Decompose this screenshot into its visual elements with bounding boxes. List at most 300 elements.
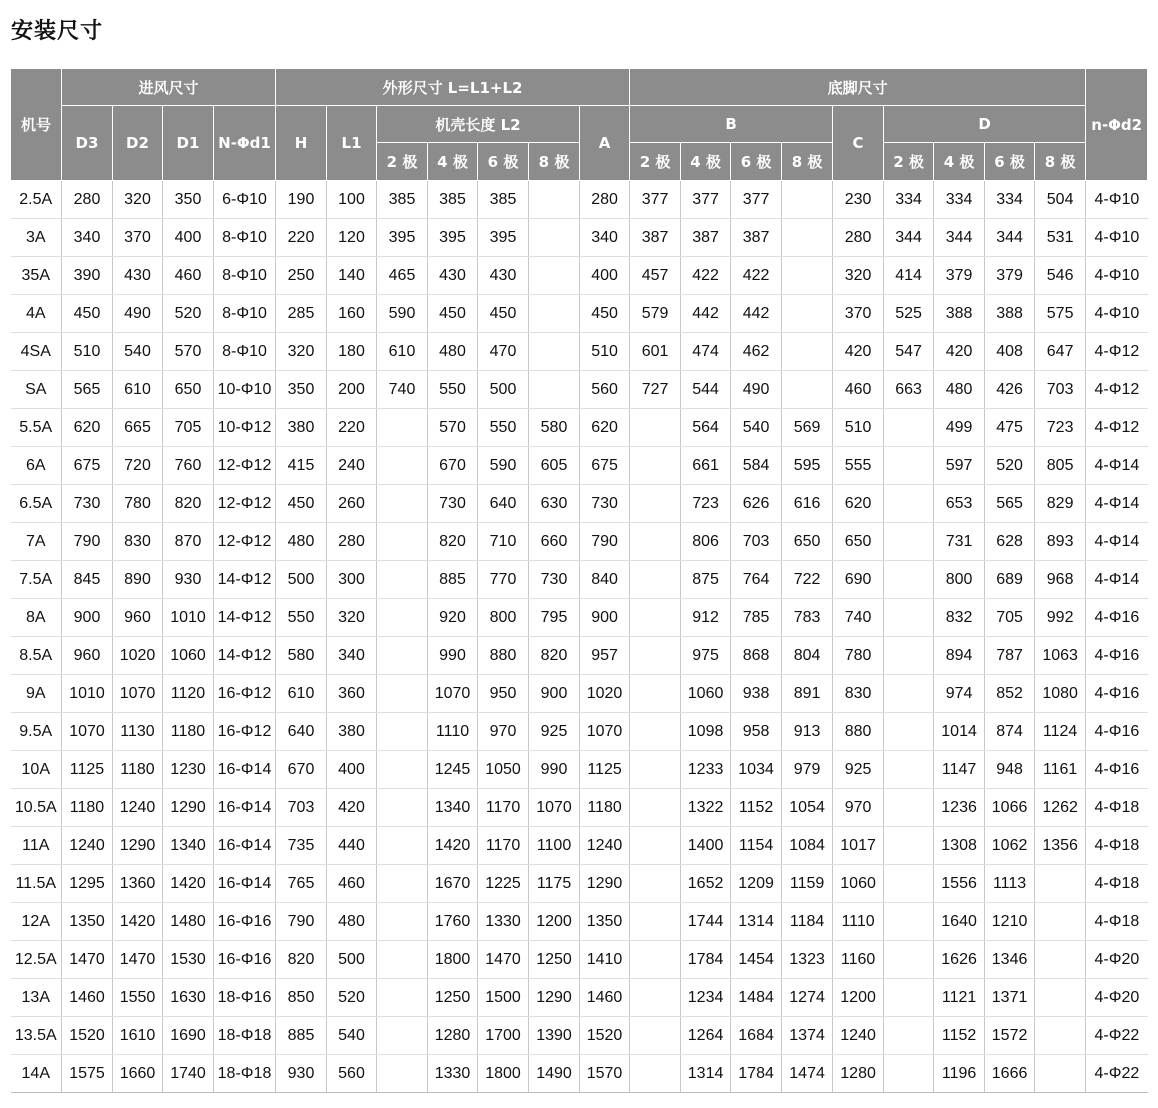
- table-cell: 510: [580, 333, 630, 371]
- table-cell: [884, 485, 934, 523]
- header-casing-length: 机壳长度 L2: [377, 106, 580, 143]
- table-cell: 16-Φ12: [214, 675, 276, 713]
- table-cell: 925: [529, 713, 580, 751]
- table-cell: 415: [276, 447, 327, 485]
- table-cell: [884, 865, 934, 903]
- header-casing-pole-2: 2 极: [377, 143, 428, 181]
- table-cell: 620: [833, 485, 884, 523]
- table-cell: 320: [327, 599, 377, 637]
- table-cell: 730: [580, 485, 630, 523]
- table-cell: [884, 447, 934, 485]
- table-cell: 1420: [163, 865, 214, 903]
- table-cell: 1360: [113, 865, 163, 903]
- model-cell: 14A: [11, 1055, 62, 1093]
- table-cell: 4-Φ10: [1086, 181, 1148, 219]
- table-cell: 832: [934, 599, 985, 637]
- table-cell: 220: [327, 409, 377, 447]
- table-row: [11, 523, 1148, 561]
- header-a: A: [580, 106, 630, 181]
- table-cell: 380: [327, 713, 377, 751]
- table-cell: 1054: [782, 789, 833, 827]
- table-cell: 462: [731, 333, 782, 371]
- table-row: [11, 637, 1148, 675]
- header-d-pole-6: 6 极: [985, 143, 1035, 181]
- table-cell: 18-Φ18: [214, 1055, 276, 1093]
- table-cell: 1152: [934, 1017, 985, 1055]
- table-cell: [630, 903, 681, 941]
- table-cell: 689: [985, 561, 1035, 599]
- header-casing-pole-8: 8 极: [529, 143, 580, 181]
- table-cell: [630, 827, 681, 865]
- table-cell: 520: [985, 447, 1035, 485]
- table-cell: [529, 371, 580, 409]
- table-cell: 1125: [62, 751, 113, 789]
- table-cell: 4-Φ12: [1086, 333, 1148, 371]
- table-cell: 1371: [985, 979, 1035, 1017]
- table-cell: [377, 675, 428, 713]
- table-cell: 790: [62, 523, 113, 561]
- table-row: [11, 447, 1148, 485]
- table-cell: 1180: [580, 789, 630, 827]
- table-cell: 430: [113, 257, 163, 295]
- table-cell: 665: [113, 409, 163, 447]
- table-cell: [377, 1055, 428, 1093]
- table-cell: 440: [327, 827, 377, 865]
- table-cell: [1035, 979, 1086, 1017]
- table-cell: 1200: [833, 979, 884, 1017]
- table-cell: 565: [985, 485, 1035, 523]
- table-cell: 690: [833, 561, 884, 599]
- table-cell: 640: [478, 485, 529, 523]
- table-cell: 285: [276, 295, 327, 333]
- table-cell: 550: [478, 409, 529, 447]
- table-cell: 880: [833, 713, 884, 751]
- table-cell: [377, 979, 428, 1017]
- table-cell: 510: [62, 333, 113, 371]
- table-cell: 414: [884, 257, 934, 295]
- table-row: [11, 599, 1148, 637]
- table-cell: 1280: [833, 1055, 884, 1093]
- table-cell: 379: [934, 257, 985, 295]
- table-cell: 1262: [1035, 789, 1086, 827]
- table-cell: 885: [276, 1017, 327, 1055]
- table-cell: 730: [428, 485, 478, 523]
- table-cell: 1234: [681, 979, 731, 1017]
- table-cell: 1740: [163, 1055, 214, 1093]
- table-cell: 16-Φ16: [214, 903, 276, 941]
- table-cell: 1209: [731, 865, 782, 903]
- table-cell: 564: [681, 409, 731, 447]
- table-cell: [529, 333, 580, 371]
- table-row: [11, 485, 1148, 523]
- table-cell: 780: [833, 637, 884, 675]
- table-cell: 957: [580, 637, 630, 675]
- table-cell: 1098: [681, 713, 731, 751]
- table-cell: 460: [327, 865, 377, 903]
- header-b-pole-6: 6 极: [731, 143, 782, 181]
- table-cell: 829: [1035, 485, 1086, 523]
- table-cell: 979: [782, 751, 833, 789]
- table-cell: 1017: [833, 827, 884, 865]
- table-cell: 920: [428, 599, 478, 637]
- table-cell: 490: [731, 371, 782, 409]
- model-cell: 35A: [11, 257, 62, 295]
- table-cell: [884, 941, 934, 979]
- table-cell: 720: [113, 447, 163, 485]
- header-d-pole-2: 2 极: [884, 143, 934, 181]
- model-cell: 11.5A: [11, 865, 62, 903]
- model-cell: 3A: [11, 219, 62, 257]
- table-cell: 1666: [985, 1055, 1035, 1093]
- table-cell: 1200: [529, 903, 580, 941]
- table-cell: 260: [327, 485, 377, 523]
- table-cell: 653: [934, 485, 985, 523]
- table-cell: 379: [985, 257, 1035, 295]
- table-cell: 785: [731, 599, 782, 637]
- table-cell: 723: [681, 485, 731, 523]
- table-cell: 1800: [428, 941, 478, 979]
- table-cell: 120: [327, 219, 377, 257]
- table-cell: 670: [276, 751, 327, 789]
- table-cell: 420: [934, 333, 985, 371]
- model-cell: SA: [11, 371, 62, 409]
- table-cell: 4-Φ16: [1086, 599, 1148, 637]
- table-cell: 670: [428, 447, 478, 485]
- table-cell: 992: [1035, 599, 1086, 637]
- table-cell: 1340: [428, 789, 478, 827]
- table-cell: 900: [580, 599, 630, 637]
- header-outline-dimensions: 外形尺寸 L=L1+L2: [276, 69, 630, 106]
- model-cell: 7A: [11, 523, 62, 561]
- table-cell: [630, 751, 681, 789]
- table-cell: 400: [580, 257, 630, 295]
- table-cell: 475: [985, 409, 1035, 447]
- table-cell: 990: [428, 637, 478, 675]
- table-cell: 565: [62, 371, 113, 409]
- model-cell: 4SA: [11, 333, 62, 371]
- table-cell: [782, 295, 833, 333]
- table-cell: 787: [985, 637, 1035, 675]
- table-cell: 4-Φ18: [1086, 789, 1148, 827]
- table-cell: 974: [934, 675, 985, 713]
- table-cell: 1480: [163, 903, 214, 941]
- table-cell: 1170: [478, 789, 529, 827]
- table-row: [11, 409, 1148, 447]
- table-cell: [377, 561, 428, 599]
- table-cell: 1010: [62, 675, 113, 713]
- table-cell: 626: [731, 485, 782, 523]
- model-cell: 8.5A: [11, 637, 62, 675]
- header-base-dimensions: 底脚尺寸: [630, 69, 1086, 106]
- table-cell: 1374: [782, 1017, 833, 1055]
- header-d1: D1: [163, 106, 214, 181]
- table-cell: 340: [580, 219, 630, 257]
- table-cell: 1245: [428, 751, 478, 789]
- table-row: [11, 333, 1148, 371]
- table-cell: 1210: [985, 903, 1035, 941]
- header-c: C: [833, 106, 884, 181]
- table-cell: 4-Φ20: [1086, 941, 1148, 979]
- table-cell: 344: [884, 219, 934, 257]
- table-cell: 1070: [113, 675, 163, 713]
- table-cell: 190: [276, 181, 327, 219]
- table-cell: 1295: [62, 865, 113, 903]
- table-cell: 531: [1035, 219, 1086, 257]
- table-cell: 12-Φ12: [214, 485, 276, 523]
- table-cell: 1070: [580, 713, 630, 751]
- table-cell: 569: [782, 409, 833, 447]
- table-cell: 499: [934, 409, 985, 447]
- table-cell: 764: [731, 561, 782, 599]
- table-cell: 1274: [782, 979, 833, 1017]
- table-cell: [884, 1017, 934, 1055]
- table-cell: [782, 181, 833, 219]
- table-row: [11, 751, 1148, 789]
- table-cell: 1610: [113, 1017, 163, 1055]
- table-cell: 660: [529, 523, 580, 561]
- table-cell: 10-Φ10: [214, 371, 276, 409]
- header-b: B: [630, 106, 833, 143]
- table-cell: 280: [62, 181, 113, 219]
- table-cell: 1470: [113, 941, 163, 979]
- table-cell: 580: [529, 409, 580, 447]
- table-cell: 1264: [681, 1017, 731, 1055]
- table-cell: 1034: [731, 751, 782, 789]
- table-cell: 605: [529, 447, 580, 485]
- table-cell: [630, 599, 681, 637]
- table-cell: 220: [276, 219, 327, 257]
- table-cell: 1500: [478, 979, 529, 1017]
- table-cell: 547: [884, 333, 934, 371]
- table-cell: 1660: [113, 1055, 163, 1093]
- table-cell: 1556: [934, 865, 985, 903]
- table-cell: 1240: [62, 827, 113, 865]
- table-cell: 1314: [681, 1055, 731, 1093]
- table-cell: 395: [478, 219, 529, 257]
- table-cell: [630, 941, 681, 979]
- table-cell: 4-Φ18: [1086, 865, 1148, 903]
- table-cell: 730: [62, 485, 113, 523]
- table-cell: 850: [276, 979, 327, 1017]
- table-cell: 1744: [681, 903, 731, 941]
- table-cell: 1784: [731, 1055, 782, 1093]
- model-cell: 13A: [11, 979, 62, 1017]
- table-cell: 1530: [163, 941, 214, 979]
- table-cell: 520: [327, 979, 377, 1017]
- table-cell: 1120: [163, 675, 214, 713]
- table-cell: 350: [276, 371, 327, 409]
- table-cell: 280: [833, 219, 884, 257]
- header-h: H: [276, 106, 327, 181]
- model-cell: 4A: [11, 295, 62, 333]
- table-cell: [884, 903, 934, 941]
- table-cell: 320: [833, 257, 884, 295]
- table-cell: 1420: [113, 903, 163, 941]
- table-cell: 16-Φ16: [214, 941, 276, 979]
- table-cell: [884, 675, 934, 713]
- table-cell: 1014: [934, 713, 985, 751]
- table-cell: 1110: [833, 903, 884, 941]
- header-n-d2: n-Φd2: [1086, 69, 1148, 181]
- table-cell: 1160: [833, 941, 884, 979]
- table-cell: 579: [630, 295, 681, 333]
- table-cell: 4-Φ14: [1086, 523, 1148, 561]
- header-l1: L1: [327, 106, 377, 181]
- table-body: [11, 181, 1148, 1093]
- table-cell: 230: [833, 181, 884, 219]
- table-cell: 975: [681, 637, 731, 675]
- table-cell: 1070: [62, 713, 113, 751]
- table-cell: [884, 523, 934, 561]
- table-cell: 703: [731, 523, 782, 561]
- table-cell: 1180: [163, 713, 214, 751]
- table-cell: 12-Φ12: [214, 523, 276, 561]
- table-cell: 1180: [62, 789, 113, 827]
- table-cell: 450: [62, 295, 113, 333]
- table-row: [11, 941, 1148, 979]
- table-cell: 661: [681, 447, 731, 485]
- table-cell: 4-Φ14: [1086, 561, 1148, 599]
- table-cell: [630, 561, 681, 599]
- table-cell: 4-Φ16: [1086, 675, 1148, 713]
- table-cell: 1290: [580, 865, 630, 903]
- table-cell: 628: [985, 523, 1035, 561]
- table-cell: 1323: [782, 941, 833, 979]
- table-cell: 1066: [985, 789, 1035, 827]
- table-cell: 580: [276, 637, 327, 675]
- table-cell: 4-Φ10: [1086, 257, 1148, 295]
- table-cell: 16-Φ14: [214, 751, 276, 789]
- table-cell: 560: [327, 1055, 377, 1093]
- header-n-d1: N-Φd1: [214, 106, 276, 181]
- table-cell: 250: [276, 257, 327, 295]
- table-cell: 465: [377, 257, 428, 295]
- table-cell: 10-Φ12: [214, 409, 276, 447]
- table-cell: 550: [428, 371, 478, 409]
- table-cell: 1484: [731, 979, 782, 1017]
- table-cell: 1196: [934, 1055, 985, 1093]
- table-cell: 1110: [428, 713, 478, 751]
- table-cell: 601: [630, 333, 681, 371]
- header-d-pole-4: 4 极: [934, 143, 985, 181]
- install-dimension-table: [10, 68, 1148, 1093]
- model-cell: 11A: [11, 827, 62, 865]
- table-cell: 4-Φ10: [1086, 295, 1148, 333]
- table-cell: 710: [478, 523, 529, 561]
- model-cell: 6A: [11, 447, 62, 485]
- table-cell: 597: [934, 447, 985, 485]
- table-cell: 1572: [985, 1017, 1035, 1055]
- table-cell: [1035, 941, 1086, 979]
- table-row: [11, 371, 1148, 409]
- table-cell: 893: [1035, 523, 1086, 561]
- table-cell: 595: [782, 447, 833, 485]
- table-cell: 4-Φ16: [1086, 713, 1148, 751]
- model-cell: 2.5A: [11, 181, 62, 219]
- table-cell: 1152: [731, 789, 782, 827]
- table-cell: 377: [681, 181, 731, 219]
- table-cell: 1147: [934, 751, 985, 789]
- table-cell: [377, 941, 428, 979]
- table-cell: 938: [731, 675, 782, 713]
- table-cell: 334: [934, 181, 985, 219]
- table-cell: 450: [428, 295, 478, 333]
- table-cell: 675: [580, 447, 630, 485]
- table-cell: 8-Φ10: [214, 219, 276, 257]
- table-cell: 1070: [529, 789, 580, 827]
- table-cell: [1035, 1017, 1086, 1055]
- table-cell: 1460: [580, 979, 630, 1017]
- table-cell: 16-Φ12: [214, 713, 276, 751]
- table-cell: 4-Φ10: [1086, 219, 1148, 257]
- table-cell: [884, 561, 934, 599]
- table-cell: 1470: [62, 941, 113, 979]
- table-cell: 740: [833, 599, 884, 637]
- table-cell: 8-Φ10: [214, 333, 276, 371]
- table-row: [11, 561, 1148, 599]
- table-cell: 820: [428, 523, 478, 561]
- table-cell: 377: [630, 181, 681, 219]
- table-cell: 4-Φ14: [1086, 447, 1148, 485]
- table-cell: 395: [428, 219, 478, 257]
- table-cell: 735: [276, 827, 327, 865]
- table-cell: 320: [276, 333, 327, 371]
- table-cell: [884, 637, 934, 675]
- table-cell: [377, 713, 428, 751]
- model-cell: 10.5A: [11, 789, 62, 827]
- table-cell: 1170: [478, 827, 529, 865]
- header-b-pole-4: 4 极: [681, 143, 731, 181]
- table-cell: 875: [681, 561, 731, 599]
- table-cell: 520: [163, 295, 214, 333]
- table-cell: 280: [580, 181, 630, 219]
- table-cell: 870: [163, 523, 214, 561]
- table-cell: 663: [884, 371, 934, 409]
- table-cell: 340: [62, 219, 113, 257]
- table-cell: 616: [782, 485, 833, 523]
- table-cell: 450: [580, 295, 630, 333]
- table-row: [11, 1017, 1148, 1055]
- table-cell: 730: [529, 561, 580, 599]
- table-cell: 805: [1035, 447, 1086, 485]
- table-cell: 703: [276, 789, 327, 827]
- header-d3: D3: [62, 106, 113, 181]
- table-cell: 334: [884, 181, 934, 219]
- table-cell: 1350: [580, 903, 630, 941]
- table-cell: [630, 485, 681, 523]
- table-cell: [884, 979, 934, 1017]
- table-cell: 1230: [163, 751, 214, 789]
- table-cell: 790: [276, 903, 327, 941]
- header-d2: D2: [113, 106, 163, 181]
- table-cell: 970: [478, 713, 529, 751]
- table-cell: 500: [276, 561, 327, 599]
- table-cell: 395: [377, 219, 428, 257]
- table-cell: 1084: [782, 827, 833, 865]
- table-cell: 1520: [580, 1017, 630, 1055]
- table-cell: [782, 257, 833, 295]
- table-cell: 780: [113, 485, 163, 523]
- table-cell: 1308: [934, 827, 985, 865]
- table-cell: 731: [934, 523, 985, 561]
- table-cell: 1290: [113, 827, 163, 865]
- table-cell: 4-Φ18: [1086, 827, 1148, 865]
- table-cell: [630, 409, 681, 447]
- table-cell: 891: [782, 675, 833, 713]
- table-cell: 1020: [113, 637, 163, 675]
- table-cell: 350: [163, 181, 214, 219]
- table-cell: 1330: [428, 1055, 478, 1093]
